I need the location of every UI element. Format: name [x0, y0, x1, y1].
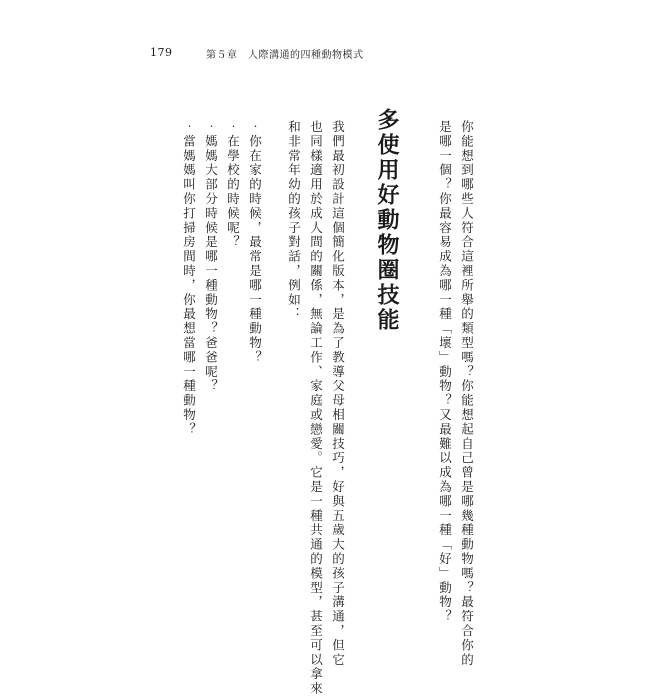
section-paragraph-line-2: 也同樣適用於成人間的關係，無論工作、家庭或戀愛。它是一種共通的模型，甚至可以拿來 [308, 120, 324, 696]
section-paragraph-line-3: 和非常年幼的孩子對話，例如： [286, 120, 302, 322]
bullet-item: ‧你在家的時候，最常是哪一種動物？ [247, 120, 263, 365]
intro-line-1: 你能想到哪些人符合這裡所舉的類型嗎？你能想起自己曾是哪幾種動物嗎？最符合你的 [459, 120, 475, 668]
bullet-item: ‧在學校的時候呢？ [225, 120, 241, 250]
page-number: 179 [150, 46, 173, 59]
bullet-item: ‧媽媽大部分時候是哪一種動物？爸爸呢？ [203, 120, 219, 394]
section-paragraph-line-1: 我們最初設計這個簡化版本，是為了教導父母相關技巧，好與五歲大的孩子溝通，但它 [330, 120, 346, 668]
intro-line-2: 是哪一個？你最容易成為哪一種「壞」動物？又最難以成為哪一種「好」動物？ [437, 120, 453, 624]
running-header: 第５章 人際溝通的四種動物模式 [206, 50, 364, 61]
bullet-item: ‧當媽媽叫你打掃房間時，你最想當哪一種動物？ [181, 120, 197, 437]
section-title: 多使用好動物圈技能 [374, 108, 399, 333]
section-heading [371, 102, 401, 333]
